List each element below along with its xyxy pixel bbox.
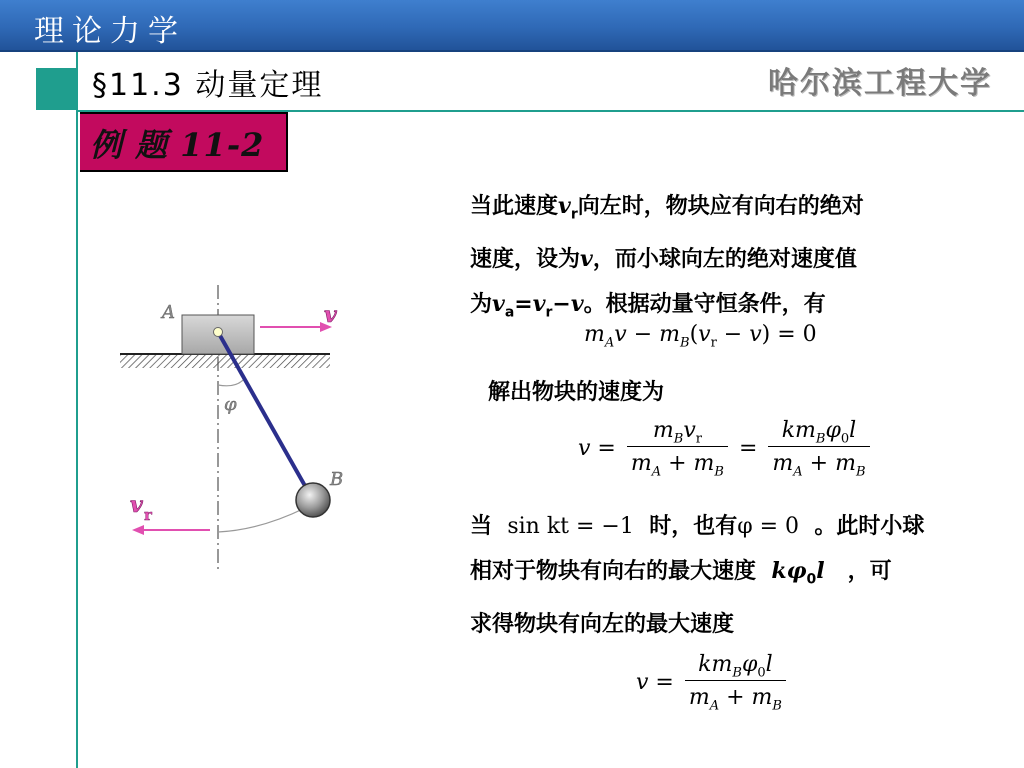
label-v: v (324, 302, 337, 328)
teal-square-decoration (36, 68, 78, 110)
trajectory-arc (218, 508, 305, 532)
ground-hatch (120, 354, 330, 368)
para-line-5: 相对于物块有向右的最大速度 $k\varphi_0l$ ，可 (470, 558, 892, 588)
solve-text: 解出物块的速度为 (488, 380, 665, 405)
equation-velocity: v = $\frac{m_Bv_r}{m_A + m_B}$ = $\frac{km_B\varphi_0l}{m_A + m_B}$ (578, 418, 874, 480)
equation-max-velocity: v = $\frac{km_B\varphi_0l}{m_A + m_B}$ (636, 652, 790, 714)
angle-arc (218, 380, 243, 386)
example-label-box (80, 112, 288, 172)
header-bar (0, 0, 1024, 52)
vertical-divider (76, 52, 78, 768)
example-label: 例 题 11-2 (90, 126, 265, 164)
section-title: §11.3 动量定理 (92, 68, 324, 103)
label-vr: v (130, 492, 143, 518)
para-line-2: 速度，设为v，而小球向左的绝对速度值 (470, 246, 857, 273)
label-phi: φ (224, 394, 237, 415)
para-line-6: 求得物块有向左的最大速度 (470, 612, 735, 638)
label-A: A (162, 302, 175, 323)
para-line-4: 当 sin kt = −1 时，也有φ = 0 。此时小球 (470, 514, 925, 539)
pivot-point (214, 328, 223, 337)
equation-momentum: $m_Av - m_B(v_r - v) = 0$ (584, 322, 817, 351)
label-vr-sub: r (144, 506, 152, 524)
para-line-3: 为$v_a=v_r-v$。根据动量守恒条件，有 (470, 291, 826, 321)
label-B: B (330, 469, 344, 490)
pendulum-diagram (110, 280, 350, 580)
university-logo-text: 哈尔滨工程大学 (768, 66, 992, 101)
ball-B (296, 483, 330, 517)
header-title: 理论力学 (34, 14, 186, 49)
para-line-1: 当此速度$v_r$向左时，物块应有向右的绝对 (470, 193, 864, 223)
velocity-vr-arrowhead (132, 525, 144, 535)
paragraph-2 (470, 504, 924, 647)
paragraph-1 (470, 184, 864, 336)
